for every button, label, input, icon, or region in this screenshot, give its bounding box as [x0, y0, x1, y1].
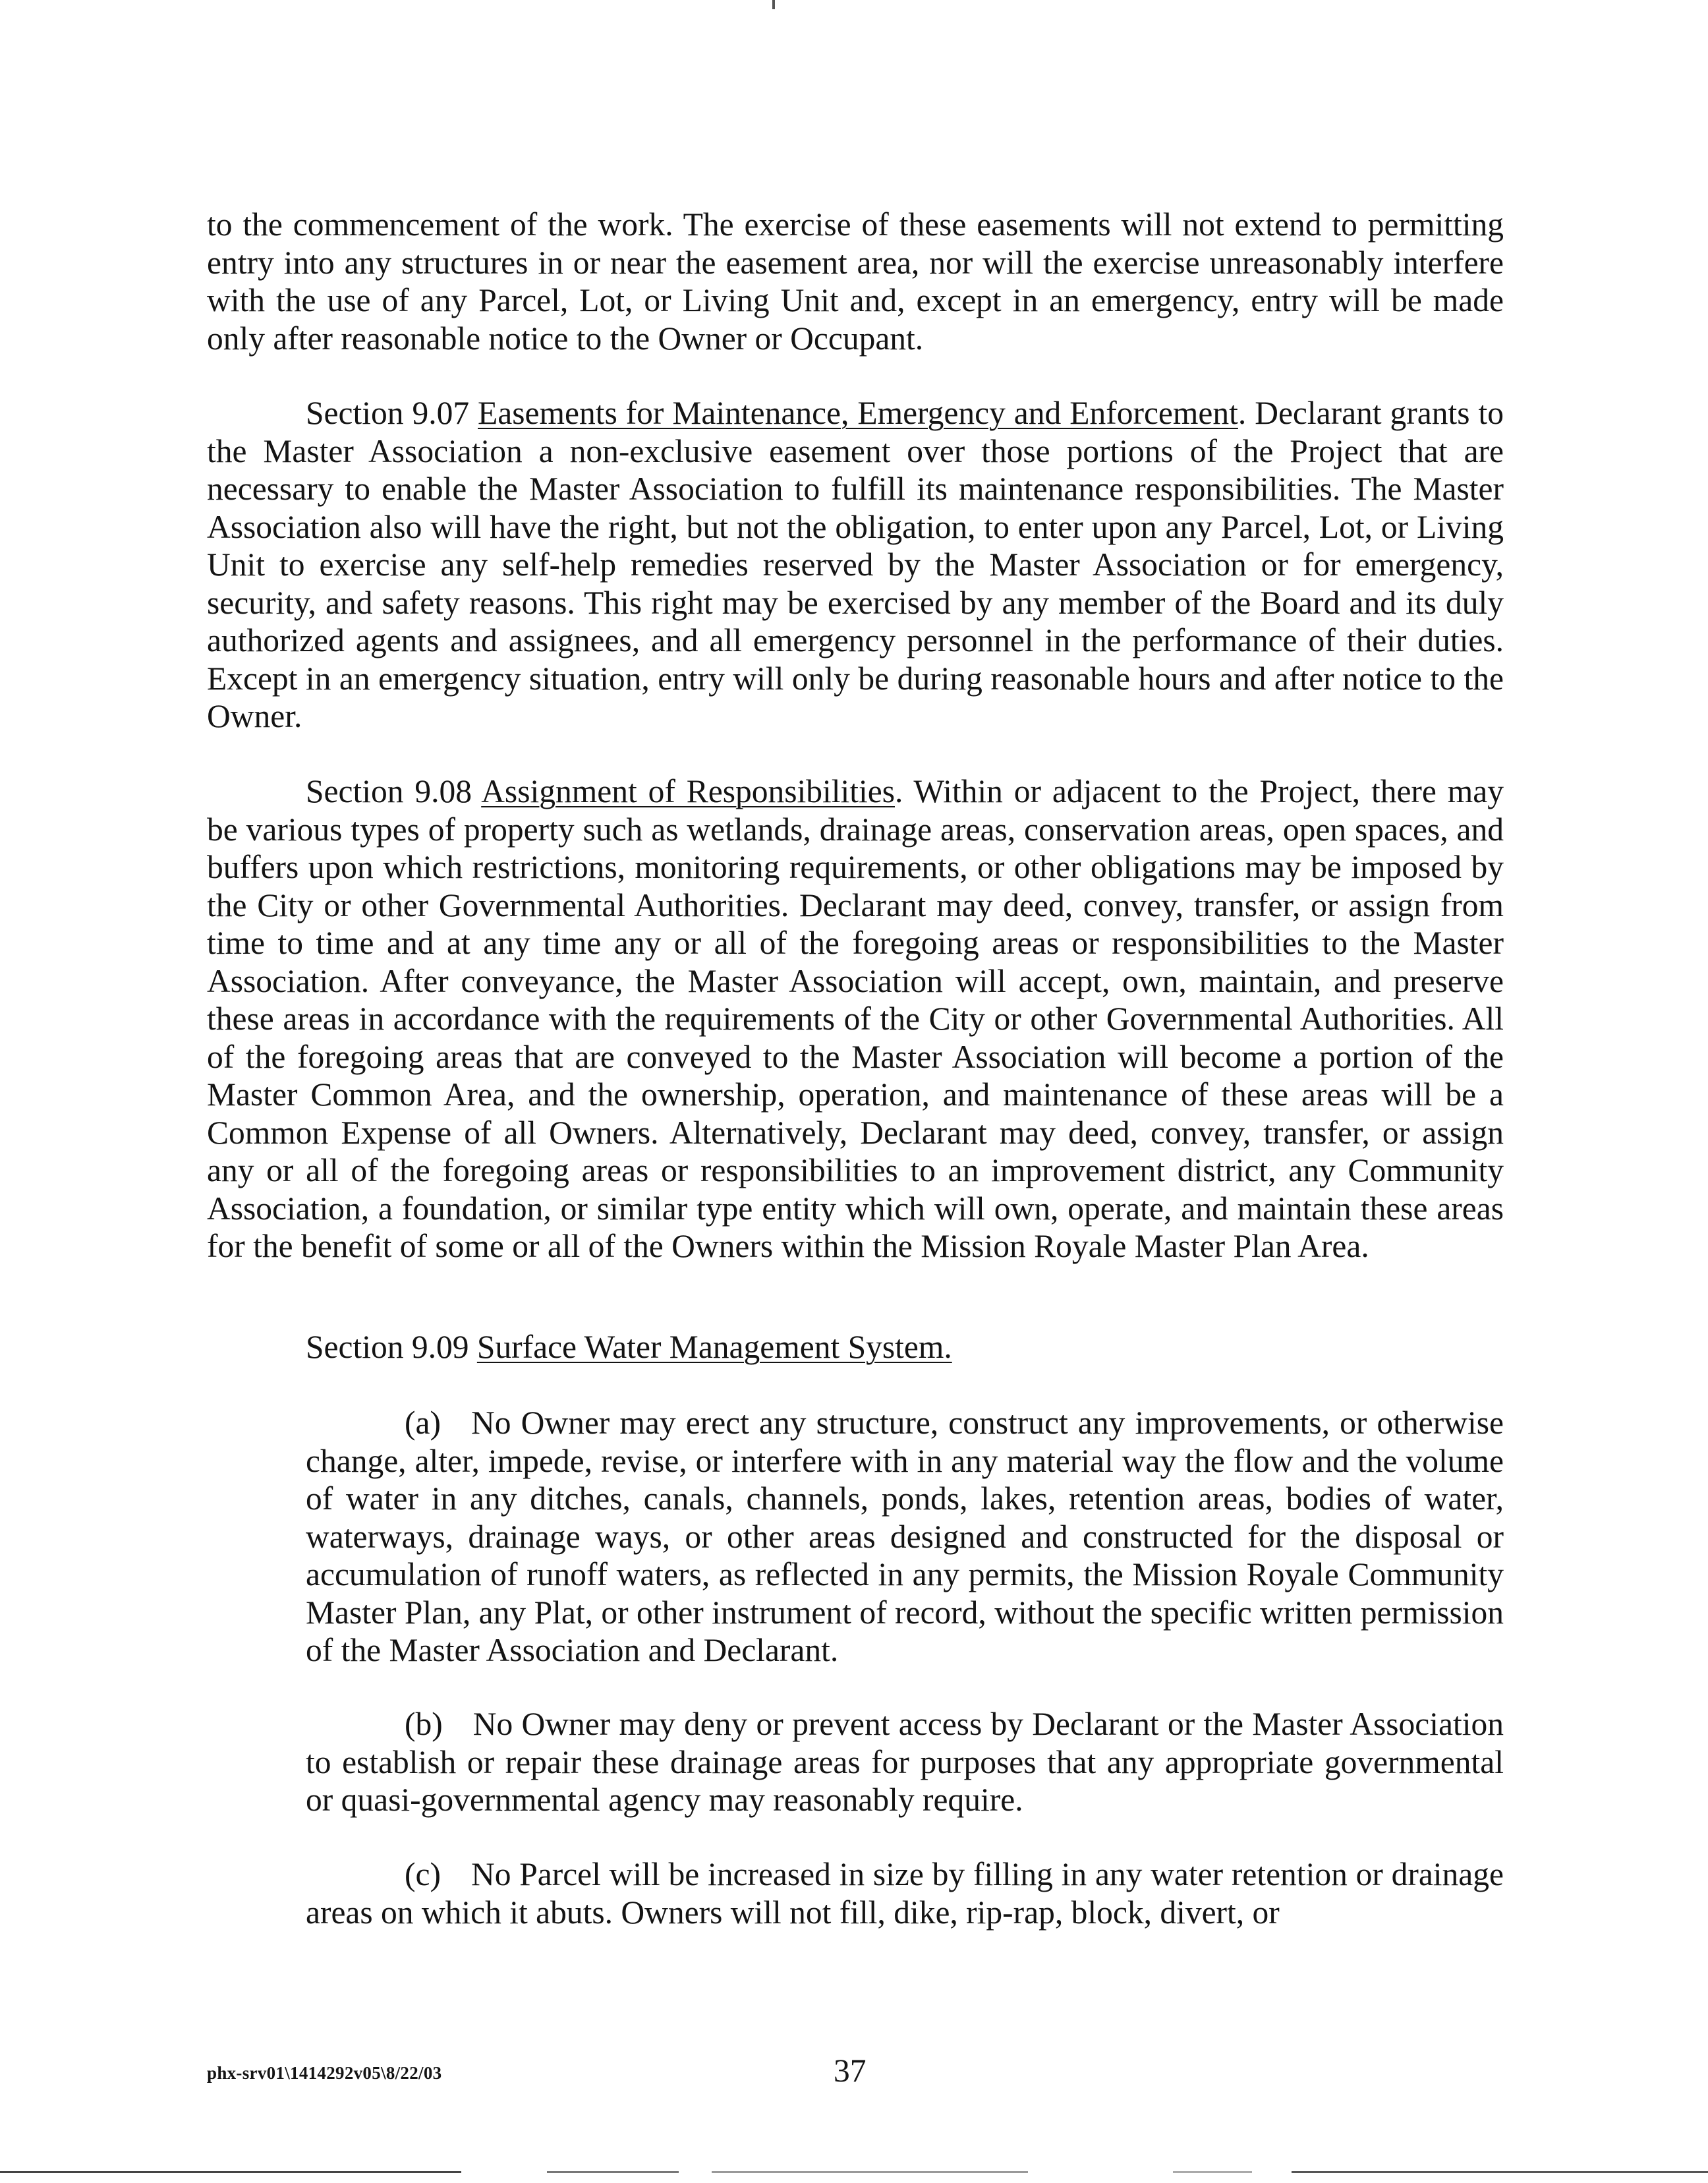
continuation-paragraph: to the commencement of the work. The exercise of these easements will not extend to permitting entry into any structures in or near the easement area, nor will the exercise unreasonably interfere with the use of any Parcel, Lot, or Living Unit and, except in an emergency, entry will be made only after reasonable notice to the Owner or Occupant. — [207, 206, 1504, 357]
section-9-07-number: Section 9.07 — [306, 395, 470, 431]
subsection-a-text: No Owner may erect any structure, construct any improvements, or otherwise change, alter, impede, revise, or interfere with in any material way the flow and the volume of water in any ditches, canals, channels, ponds, lakes, retention areas, bodies of water, waterways, drainage ways, or other areas designed and constructed for the disposal or accumulation of runoff waters, as reflected in any permits, the Mission Royale Community Master Plan, any Plat, or other instrument of record, without the specific written permission of the Master Association and Declarant. — [306, 1405, 1504, 1668]
section-9-08-body: . Within or adjacent to the Project, there may be various types of property such as wetlands, drainage areas, conservation areas, open spaces, and buffers upon which restrictions, monitoring requirements, or other obligations may be imposed by the City or other Governmental Authorities. Declarant may deed, convey, transfer, or assign from time to time and at any time any or all of the foregoing areas or responsibilities to the Master Association. After conveyance, the Master Association will accept, own, maintain, and preserve these areas in accordance with the requirements of the City or other Governmental Authorities. All of the foregoing areas that are conveyed to the Master Association will become a portion of the Master Common Area, and the ownership, operation, and maintenance of these areas will be a Common Expense of all Owners. Alternatively, Declarant may deed, convey, transfer, or assign any or all of the foregoing areas or responsibilities to an improvement district, any Community Association, a foundation, or similar type entity which will own, operate, and maintain these areas for the benefit of some or all of the Owners within the Mission Royale Master Plan Area. — [207, 773, 1504, 1264]
section-9-08-number: Section 9.08 — [306, 773, 472, 809]
section-9-07-body: . Declarant grants to the Master Association a non-exclusive easement over those portions of the Project that are necessary to enable the Master Association to fulfill its maintenance responsibilities. The Master Association also will have the right, but not the obligation, to enter upon any Parcel, Lot, or Living Unit to exercise any self-help remedies reserved by the Master Association or for emergency, security, and safety reasons. This right may be exercised by any member of the Board and its duly authorized agents and assignees, and all emergency personnel in the performance of their duties. Except in an emergency situation, entry will only be during reasonable hours and after notice to the Owner. — [207, 395, 1504, 734]
scan-mark — [772, 0, 775, 9]
footer-document-id: phx-srv01\1414292v05\8/22/03 — [207, 2063, 442, 2083]
subsection-b-text: No Owner may deny or prevent access by Declarant or the Master Association to establish or repair these drainage areas for purposes that any appropriate governmental or quasi-governmental agency may reasonably require. — [306, 1706, 1504, 1818]
subsection-c-text: No Parcel will be increased in size by filling in any water retention or drainage areas on which it abuts. Owners will not fill, dike, rip-rap, block, divert, or — [306, 1856, 1504, 1931]
section-9-09-number: Section 9.09 — [306, 1329, 469, 1365]
subsection-b-label: (b) — [405, 1706, 443, 1742]
section-9-08-paragraph — [207, 772, 1504, 1266]
bottom-scan-rule — [0, 2171, 1708, 2173]
subsection-c-label: (c) — [405, 1856, 441, 1892]
subsection-a-label: (a) — [405, 1405, 441, 1441]
section-9-09-heading: Surface Water Management System. — [476, 1329, 952, 1365]
section-9-07-paragraph — [207, 394, 1504, 736]
subsection-a-paragraph — [306, 1404, 1504, 1670]
section-9-08-heading: Assignment of Responsibilities — [481, 773, 895, 809]
section-9-09-heading-line — [306, 1328, 1504, 1366]
subsection-b-paragraph — [306, 1705, 1504, 1819]
section-9-07-heading: Easements for Maintenance, Emergency and Enforcement — [478, 395, 1238, 431]
page-number: 37 — [834, 2052, 867, 2089]
subsection-c-paragraph — [306, 1855, 1504, 1931]
